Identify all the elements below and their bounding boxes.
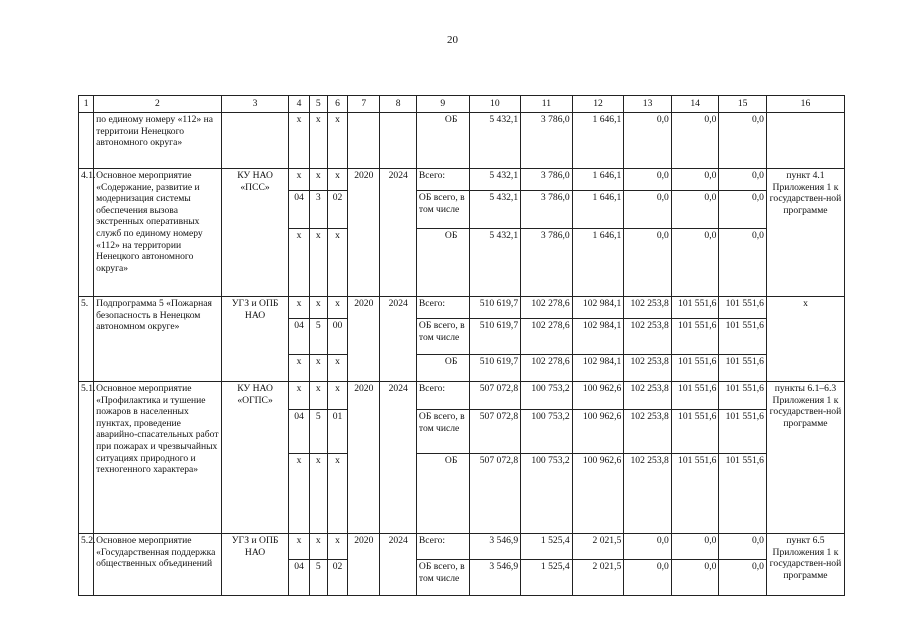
source-label: Всего: bbox=[418, 298, 446, 309]
source-cell bbox=[416, 534, 469, 560]
code-cell: x bbox=[289, 454, 309, 534]
amount-cell: 0,0 bbox=[624, 113, 672, 169]
header-cell: 10 bbox=[469, 96, 521, 113]
table-row bbox=[79, 297, 845, 319]
code-cell: x bbox=[289, 534, 309, 560]
row-name: Основное мероприятие «Государственная поддержка общественных объединений bbox=[94, 534, 221, 596]
amount-cell: 100 962,6 bbox=[572, 454, 624, 534]
year-start: 2020 bbox=[348, 534, 380, 596]
code-cell: x bbox=[289, 297, 309, 319]
header-cell: 1 bbox=[79, 96, 94, 113]
code-cell: x bbox=[309, 169, 327, 191]
amount-cell: 3 546,9 bbox=[469, 534, 521, 560]
header-cell: 12 bbox=[572, 96, 624, 113]
amount-cell: 101 551,6 bbox=[719, 297, 767, 319]
amount-cell: 507 072,8 bbox=[469, 382, 521, 410]
header-cell: 14 bbox=[671, 96, 719, 113]
amount-cell: 101 551,6 bbox=[671, 382, 719, 410]
source-cell bbox=[416, 355, 469, 382]
amount-cell: 0,0 bbox=[624, 560, 672, 596]
year-start: 2020 bbox=[348, 169, 380, 297]
code-cell: x bbox=[327, 382, 347, 410]
amount-cell: 100 753,2 bbox=[521, 382, 573, 410]
source-cell bbox=[416, 560, 469, 596]
source-label: Всего: bbox=[418, 170, 446, 181]
year-end bbox=[380, 113, 416, 169]
code-cell: x bbox=[327, 297, 347, 319]
amount-cell: 0,0 bbox=[671, 534, 719, 560]
code-cell: x bbox=[289, 355, 309, 382]
code-cell: 3 bbox=[309, 191, 327, 229]
amount-cell: 0,0 bbox=[671, 191, 719, 229]
header-cell: 16 bbox=[766, 96, 844, 113]
code-cell: 04 bbox=[289, 410, 309, 454]
row-reference: пункт 6.5 Приложения 1 к государствен-ной программе bbox=[766, 534, 844, 596]
amount-cell: 0,0 bbox=[671, 169, 719, 191]
page-number: 20 bbox=[447, 34, 458, 46]
source-cell bbox=[416, 410, 469, 454]
amount-cell: 507 072,8 bbox=[469, 454, 521, 534]
row-executor bbox=[221, 113, 289, 169]
source-cell bbox=[416, 319, 469, 355]
amount-cell: 102 253,8 bbox=[624, 410, 672, 454]
row-executor: УГЗ и ОПБ НАО bbox=[221, 297, 289, 382]
amount-cell: 1 525,4 bbox=[521, 560, 573, 596]
code-cell: x bbox=[309, 113, 327, 169]
source-cell bbox=[416, 191, 469, 229]
amount-cell: 1 646,1 bbox=[572, 113, 624, 169]
source-cell bbox=[416, 382, 469, 410]
amount-cell: 2 021,5 bbox=[572, 560, 624, 596]
amount-cell: 100 962,6 bbox=[572, 410, 624, 454]
amount-cell: 102 984,1 bbox=[572, 297, 624, 319]
source-label: Всего: bbox=[418, 535, 446, 546]
header-cell: 11 bbox=[521, 96, 573, 113]
amount-cell: 0,0 bbox=[671, 229, 719, 297]
amount-cell: 101 551,6 bbox=[719, 382, 767, 410]
amount-cell: 102 278,6 bbox=[521, 297, 573, 319]
table-row bbox=[79, 382, 845, 410]
code-cell: x bbox=[309, 297, 327, 319]
code-cell: 04 bbox=[289, 191, 309, 229]
code-cell: x bbox=[289, 229, 309, 297]
header-cell: 3 bbox=[221, 96, 289, 113]
amount-cell: 101 551,6 bbox=[671, 297, 719, 319]
header-cell: 6 bbox=[327, 96, 347, 113]
source-label: ОБ всего, в том числе bbox=[418, 192, 465, 215]
row-name: по единому номеру «112» на территоии Ненецкого автономного округа» bbox=[94, 113, 221, 169]
amount-cell: 0,0 bbox=[719, 169, 767, 191]
code-cell: 5 bbox=[309, 410, 327, 454]
source-ob: ОБ bbox=[444, 455, 458, 466]
source-label: ОБ всего, в том числе bbox=[418, 320, 465, 343]
code-cell: x bbox=[327, 454, 347, 534]
year-start: 2020 bbox=[348, 297, 380, 382]
row-reference: пункт 4.1 Приложения 1 к государствен-ной программе bbox=[766, 169, 844, 297]
amount-cell: 510 619,7 bbox=[469, 355, 521, 382]
amount-cell: 0,0 bbox=[719, 113, 767, 169]
amount-cell: 0,0 bbox=[719, 229, 767, 297]
amount-cell: 102 278,6 bbox=[521, 319, 573, 355]
amount-cell: 3 546,9 bbox=[469, 560, 521, 596]
amount-cell: 2 021,5 bbox=[572, 534, 624, 560]
amount-cell: 102 253,8 bbox=[624, 319, 672, 355]
amount-cell: 102 253,8 bbox=[624, 297, 672, 319]
row-name: Основное мероприятие «Профилактика и тушение пожаров в населенных пунктах, проведение аварийно-спасательных работ при пожарах и чрезвычайных ситуациях природного и техногенного характера» bbox=[94, 382, 221, 534]
amount-cell: 3 786,0 bbox=[521, 229, 573, 297]
source-cell bbox=[416, 454, 469, 534]
amount-cell: 5 432,1 bbox=[469, 229, 521, 297]
table-row-continuation bbox=[79, 113, 845, 169]
header-cell: 2 bbox=[94, 96, 221, 113]
amount-cell: 102 253,8 bbox=[624, 355, 672, 382]
amount-cell: 102 278,6 bbox=[521, 355, 573, 382]
source-label: ОБ всего, в том числе bbox=[418, 561, 465, 584]
amount-cell: 0,0 bbox=[624, 169, 672, 191]
amount-cell: 1 525,4 bbox=[521, 534, 573, 560]
code-cell: 04 bbox=[289, 560, 309, 596]
amount-cell: 101 551,6 bbox=[719, 319, 767, 355]
amount-cell: 101 551,6 bbox=[671, 410, 719, 454]
budget-table bbox=[78, 95, 845, 596]
amount-cell: 101 551,6 bbox=[719, 410, 767, 454]
row-executor: КУ НАО «ОГПС» bbox=[221, 382, 289, 534]
amount-cell: 0,0 bbox=[671, 113, 719, 169]
code-cell: x bbox=[289, 169, 309, 191]
amount-cell: 510 619,7 bbox=[469, 297, 521, 319]
amount-cell: 102 984,1 bbox=[572, 319, 624, 355]
code-cell: x bbox=[327, 355, 347, 382]
source-ob: ОБ bbox=[444, 230, 458, 241]
code-cell: x bbox=[289, 113, 309, 169]
code-cell: 5 bbox=[309, 319, 327, 355]
amount-cell: 102 253,8 bbox=[624, 382, 672, 410]
row-name: Подпрограмма 5 «Пожарная безопасность в Ненецком автономном округе» bbox=[94, 297, 221, 382]
row-number: 5.2. bbox=[79, 534, 94, 596]
code-cell: 5 bbox=[309, 560, 327, 596]
row-number bbox=[79, 113, 94, 169]
amount-cell: 101 551,6 bbox=[719, 454, 767, 534]
code-cell: x bbox=[289, 382, 309, 410]
row-reference: пункты 6.1–6.3 Приложения 1 к государствен-ной программе bbox=[766, 382, 844, 534]
amount-cell: 0,0 bbox=[624, 534, 672, 560]
amount-cell: 0,0 bbox=[719, 560, 767, 596]
source-label bbox=[417, 113, 443, 127]
amount-cell: 101 551,6 bbox=[671, 454, 719, 534]
year-end: 2024 bbox=[380, 297, 416, 382]
table-row bbox=[79, 169, 845, 191]
amount-cell: 3 786,0 bbox=[521, 113, 573, 169]
source-cell bbox=[416, 297, 469, 319]
amount-cell: 102 253,8 bbox=[624, 454, 672, 534]
code-cell: x bbox=[327, 113, 347, 169]
source-label bbox=[417, 454, 443, 468]
amount-cell: 101 551,6 bbox=[719, 355, 767, 382]
code-cell: 02 bbox=[327, 191, 347, 229]
amount-cell: 101 551,6 bbox=[671, 355, 719, 382]
amount-cell: 1 646,1 bbox=[572, 191, 624, 229]
code-cell: x bbox=[309, 454, 327, 534]
header-cell: 8 bbox=[380, 96, 416, 113]
header-cell: 4 bbox=[289, 96, 309, 113]
amount-cell: 0,0 bbox=[624, 191, 672, 229]
row-number: 5.1. bbox=[79, 382, 94, 534]
source-label: Всего: bbox=[418, 383, 446, 394]
amount-cell: 0,0 bbox=[719, 191, 767, 229]
code-cell: x bbox=[309, 534, 327, 560]
year-start bbox=[348, 113, 380, 169]
amount-cell: 0,0 bbox=[624, 229, 672, 297]
amount-cell: 5 432,1 bbox=[469, 169, 521, 191]
header-row bbox=[79, 96, 845, 113]
header-cell: 15 bbox=[719, 96, 767, 113]
table-row bbox=[79, 534, 845, 560]
amount-cell: 5 432,1 bbox=[469, 113, 521, 169]
row-reference bbox=[766, 113, 844, 169]
row-name: Основное мероприятие «Содержание, развитие и модернизация системы обеспечения вызова экстренных оперативных служб по единому номеру «112» на территории Ненецкого автономного округа» bbox=[94, 169, 221, 297]
header-cell: 13 bbox=[624, 96, 672, 113]
code-cell: x bbox=[327, 229, 347, 297]
source-label bbox=[417, 229, 443, 243]
code-cell: 00 bbox=[327, 319, 347, 355]
source-label: ОБ всего, в том числе bbox=[418, 411, 465, 434]
source-ob: ОБ bbox=[444, 356, 458, 367]
source-cell bbox=[416, 169, 469, 191]
source-cell bbox=[416, 229, 469, 297]
code-cell: 02 bbox=[327, 560, 347, 596]
amount-cell: 1 646,1 bbox=[572, 229, 624, 297]
code-cell: x bbox=[327, 169, 347, 191]
code-cell: x bbox=[327, 534, 347, 560]
source-ob: ОБ bbox=[444, 114, 458, 125]
amount-cell: 0,0 bbox=[719, 534, 767, 560]
amount-cell: 3 786,0 bbox=[521, 191, 573, 229]
row-number: 4.1. bbox=[79, 169, 94, 297]
row-number: 5. bbox=[79, 297, 94, 382]
year-end: 2024 bbox=[380, 534, 416, 596]
code-cell: x bbox=[309, 382, 327, 410]
amount-cell: 510 619,7 bbox=[469, 319, 521, 355]
amount-cell: 507 072,8 bbox=[469, 410, 521, 454]
amount-cell: 1 646,1 bbox=[572, 169, 624, 191]
code-cell: 01 bbox=[327, 410, 347, 454]
row-executor: КУ НАО «ПСС» bbox=[221, 169, 289, 297]
header-cell: 9 bbox=[416, 96, 469, 113]
code-cell: 04 bbox=[289, 319, 309, 355]
amount-cell: 100 962,6 bbox=[572, 382, 624, 410]
header-cell: 5 bbox=[309, 96, 327, 113]
amount-cell: 3 786,0 bbox=[521, 169, 573, 191]
amount-cell: 5 432,1 bbox=[469, 191, 521, 229]
source-label bbox=[417, 355, 443, 369]
year-start: 2020 bbox=[348, 382, 380, 534]
header-cell: 7 bbox=[348, 96, 380, 113]
amount-cell: 100 753,2 bbox=[521, 454, 573, 534]
amount-cell: 102 984,1 bbox=[572, 355, 624, 382]
amount-cell: 0,0 bbox=[671, 560, 719, 596]
amount-cell: 100 753,2 bbox=[521, 410, 573, 454]
source-cell bbox=[416, 113, 469, 169]
code-cell: x bbox=[309, 229, 327, 297]
row-reference: x bbox=[766, 297, 844, 382]
year-end: 2024 bbox=[380, 382, 416, 534]
row-executor: УГЗ и ОПБ НАО bbox=[221, 534, 289, 596]
amount-cell: 101 551,6 bbox=[671, 319, 719, 355]
code-cell: x bbox=[309, 355, 327, 382]
year-end: 2024 bbox=[380, 169, 416, 297]
